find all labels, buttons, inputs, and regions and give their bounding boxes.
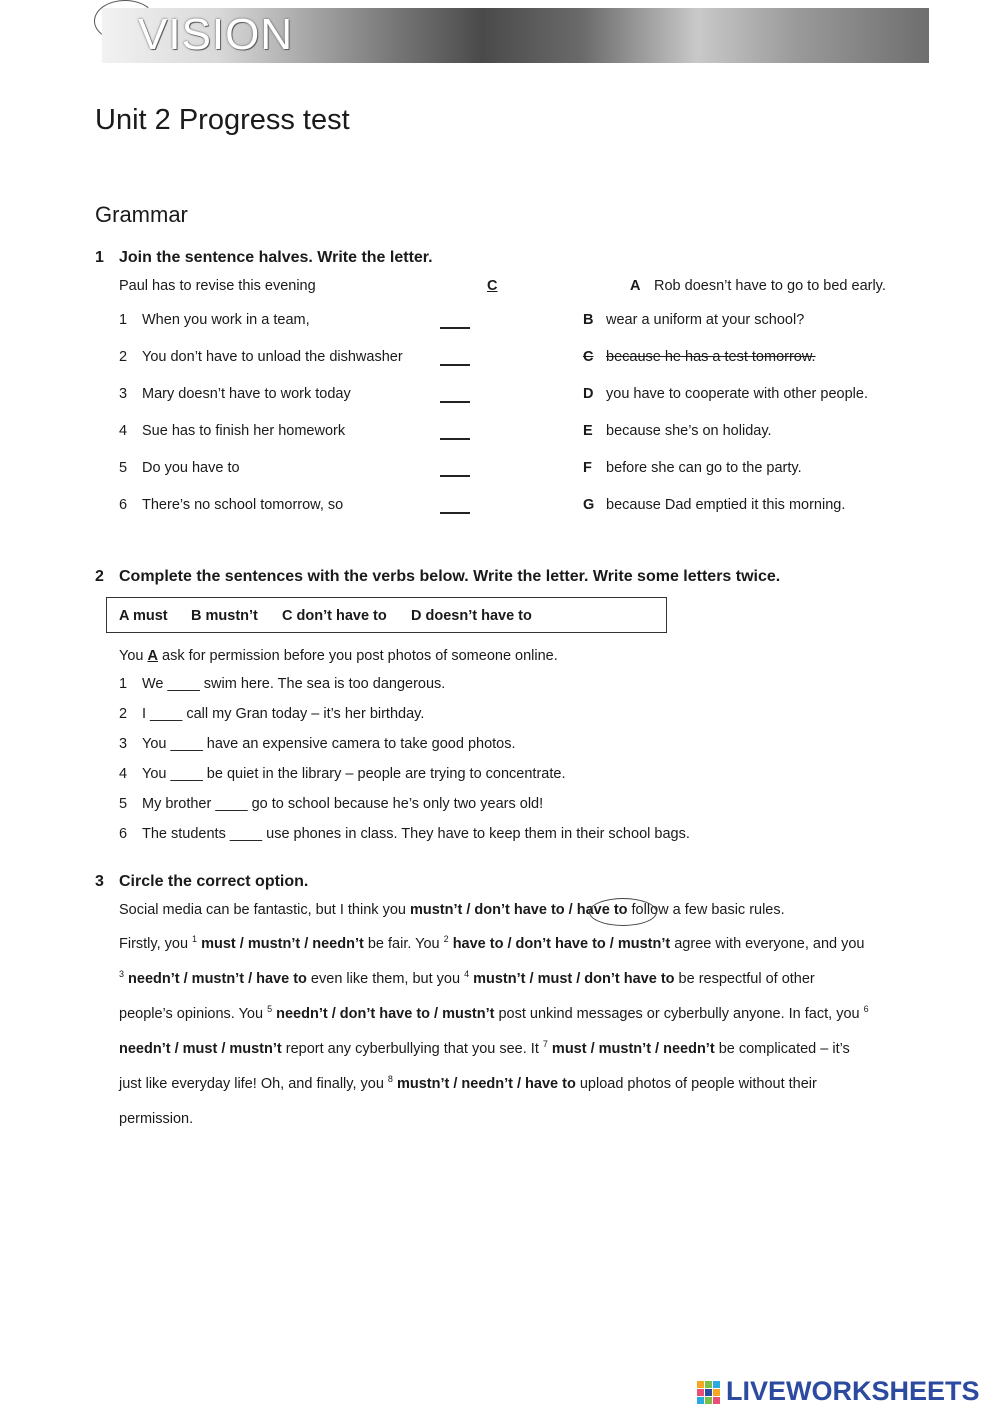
q1-option-text: before she can go to the party. — [606, 460, 802, 476]
q3-options[interactable]: mustn’t / must / don’t have to — [469, 971, 675, 987]
q1-item-num: 2 — [119, 349, 128, 365]
q2-example-after: ask for permission before you post photos of someone online. — [157, 648, 558, 664]
q2-instruction-text: Complete the sentences with the verbs below. Write the letter. Write some letters twice. — [119, 568, 781, 585]
q3-options[interactable]: needn’t / mustn’t / have to — [124, 971, 307, 987]
q1-example-answer: C — [487, 278, 498, 294]
answer-circle-icon — [589, 898, 657, 926]
q3-instruction — [95, 873, 308, 891]
q2-item-num: 5 — [119, 796, 128, 812]
q3-text: Social media can be fantastic, but I think you — [119, 902, 410, 918]
q3-options[interactable]: mustn’t / don’t have to / — [409, 902, 577, 918]
q2-item-text: You ____ be quiet in the library – people are trying to concentrate. — [142, 766, 566, 782]
q3-gap-number: 2 — [443, 934, 449, 945]
section-heading: Grammar — [95, 202, 188, 227]
q2-item-text: We ____ swim here. The sea is too dangerous. — [142, 676, 446, 692]
q3-text: Firstly, you — [119, 936, 193, 952]
q3-line — [119, 1006, 869, 1022]
q2-item-text: The students ____ use phones in class. They have to keep them in their school bags. — [142, 826, 690, 842]
q3-line — [119, 936, 864, 952]
q1-answer-blank[interactable] — [440, 401, 470, 403]
q3-line-last: permission. — [119, 1111, 194, 1127]
q3-gap-number: 3 — [119, 969, 125, 980]
q3-gap-number: 8 — [387, 1074, 393, 1085]
q1-example-text: Paul has to revise this evening — [119, 278, 316, 294]
q1-item-text: There’s no school tomorrow, so — [142, 497, 344, 513]
q2-number: 2 — [95, 568, 104, 585]
q1-item-num: 1 — [119, 312, 128, 328]
q3-text: agree with everyone, and you — [670, 936, 865, 952]
q2-item-text: I ____ call my Gran today – it’s her birthday. — [142, 706, 425, 722]
q1-item-num: 5 — [119, 460, 128, 476]
q3-text: report any cyberbullying that you see. It — [281, 1041, 543, 1057]
q1-option-text: wear a uniform at your school? — [606, 312, 805, 328]
q3-gap-number: 5 — [267, 1004, 273, 1015]
q3-options[interactable]: must / mustn’t / needn’t — [547, 1041, 715, 1057]
q1-answer-blank[interactable] — [440, 327, 470, 329]
q1-option-text-crossed: because he has a test tomorrow. — [606, 349, 816, 365]
q3-text: people’s opinions. You — [119, 1006, 268, 1022]
q2-example-answer: A — [147, 648, 158, 664]
q1-answer-blank[interactable] — [440, 364, 470, 366]
q1-item-num: 6 — [119, 497, 128, 513]
q3-text: be complicated – it’s — [714, 1041, 850, 1057]
q1-option-letter: C — [583, 349, 594, 365]
q3-example-answer: have to — [576, 902, 628, 918]
q3-line — [119, 1041, 850, 1057]
q3-text: be respectful of other — [674, 971, 815, 987]
q1-instruction — [95, 249, 433, 267]
q2-item-text: You ____ have an expensive camera to take good photos. — [142, 736, 516, 752]
q1-item-num: 3 — [119, 386, 128, 402]
word-box-option: D doesn’t have to — [411, 608, 532, 624]
q1-item-num: 4 — [119, 423, 128, 439]
q1-option-text: because Dad emptied it this morning. — [606, 497, 846, 513]
q2-item-num: 3 — [119, 736, 128, 752]
q1-option-letter: B — [583, 312, 594, 328]
q1-item-text: Do you have to — [142, 460, 240, 476]
q3-gap-number: 6 — [863, 1004, 869, 1015]
q2-item-num: 6 — [119, 826, 128, 842]
word-box-option: A must — [119, 608, 168, 624]
q3-text: post unkind messages or cyberbully anyone. In fact, you — [494, 1006, 864, 1022]
q1-option-letter: A — [630, 278, 641, 294]
q1-instruction-text: Join the sentence halves. Write the letter. — [119, 249, 433, 266]
q1-item-text: Sue has to finish her homework — [142, 423, 346, 439]
word-box — [106, 597, 667, 633]
q1-answer-blank[interactable] — [440, 438, 470, 440]
q1-answer-blank[interactable] — [440, 475, 470, 477]
page-title: Unit 2 Progress test — [95, 104, 350, 136]
q2-instruction — [95, 568, 780, 586]
q1-option-text: Rob doesn’t have to go to bed early. — [654, 278, 886, 294]
q3-gap-number: 7 — [542, 1039, 548, 1050]
q3-options[interactable]: mustn’t / needn’t / have to — [392, 1076, 576, 1092]
liveworksheets-logo-icon — [697, 1381, 721, 1405]
q3-text: upload photos of people without their — [575, 1076, 817, 1092]
q1-option-text: you have to cooperate with other people. — [606, 386, 868, 402]
q3-options[interactable]: needn’t / must / mustn’t — [119, 1041, 282, 1057]
q1-option-letter: G — [583, 497, 595, 513]
word-box-option: B mustn’t — [191, 608, 258, 624]
q2-item-num: 4 — [119, 766, 128, 782]
q1-item-text: You don’t have to unload the dishwasher — [142, 349, 403, 365]
q3-text: just like everyday life! Oh, and finally, you — [119, 1076, 388, 1092]
q1-item-text: When you work in a team, — [142, 312, 310, 328]
q3-instruction-text: Circle the correct option. — [119, 873, 309, 890]
q3-options[interactable]: have to / don’t have to / mustn’t — [448, 936, 671, 952]
q1-item-text: Mary doesn’t have to work today — [142, 386, 351, 402]
q3-options[interactable]: must / mustn’t / needn’t — [197, 936, 364, 952]
q3-line — [119, 971, 815, 987]
q1-option-letter: E — [583, 423, 593, 439]
q1-option-text: because she’s on holiday. — [606, 423, 772, 439]
q2-item-num: 1 — [119, 676, 128, 692]
q2-example-before: You — [119, 648, 148, 664]
q2-item-num: 2 — [119, 706, 128, 722]
footer-brand[interactable]: LIVEWORKSHEETS — [726, 1376, 980, 1406]
q1-number: 1 — [95, 249, 104, 266]
logo: VISION — [138, 10, 294, 59]
q3-line — [119, 902, 785, 918]
q1-answer-blank[interactable] — [440, 512, 470, 514]
q3-number: 3 — [95, 873, 104, 890]
q3-gap-number: 1 — [192, 934, 198, 945]
q2-item-text: My brother ____ go to school because he’s only two years old! — [142, 796, 544, 812]
q3-text: follow a few basic rules. — [627, 902, 785, 918]
q2-example — [119, 648, 558, 664]
q1-option-letter: F — [583, 460, 592, 476]
q3-gap-number: 4 — [464, 969, 470, 980]
word-box-option: C don’t have to — [282, 608, 387, 624]
q3-text: be fair. You — [363, 936, 444, 952]
q3-line — [119, 1076, 817, 1092]
q3-options[interactable]: needn’t / don’t have to / mustn’t — [272, 1006, 495, 1022]
q1-option-letter: D — [583, 386, 594, 402]
q3-text: even like them, but you — [306, 971, 465, 987]
